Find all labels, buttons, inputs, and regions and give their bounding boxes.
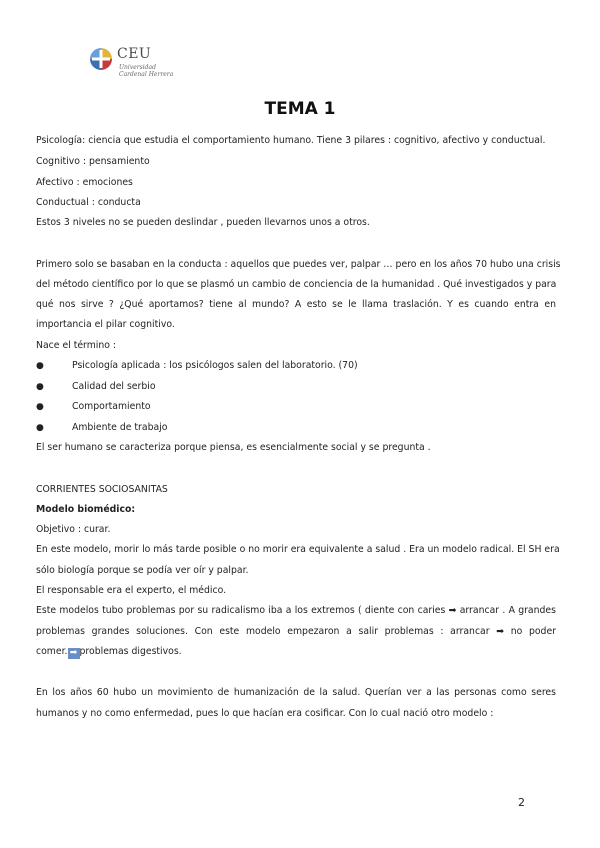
bullet-marker-3: ● [36,402,44,412]
text-line-19: problemas grandes soluciones. Con este modelo empezaron a salir problemas : arrancar ➡ no poder [36,626,556,637]
text-line-16: sólo biología porque se podía ver oír y palpar. [36,565,249,576]
text-line-2: Cognitivo : pensamiento [36,156,150,167]
text-line-18: Este modelos tubo problemas por su radicalismo iba a los extremos ( diente con caries ➡ arrancar . A grandes [36,605,556,616]
text-line-20 [36,646,556,659]
ceu-logo [89,45,209,85]
text-line-3: Afectivo : emociones [36,177,133,188]
text-line-9: importancia el pilar cognitivo. [36,319,175,330]
bullet-text-4: Ambiente de trabajo [72,422,168,433]
arrow-icon: ➡ [68,648,80,659]
bullet-marker-1: ● [36,361,44,371]
text-line-4: Conductual : conducta [36,197,141,208]
bullet-marker-2: ● [36,382,44,392]
text-line-17: El responsable era el experto, el médico. [36,585,227,596]
text-line-15: En este modelo, morir lo más tarde posible o no morir era equivalente a salud . Era un modelo radical. El SH era [36,544,560,555]
text-line-20-end: problemas digestivos. [79,646,182,657]
bullet-text-3: Comportamiento [72,401,151,412]
section-heading: CORRIENTES SOCIOSANITAS [36,484,168,495]
text-line-14: Objetivo : curar. [36,524,111,535]
page-number: 2 [518,796,525,809]
subsection-heading: Modelo biomédico: [36,504,136,515]
text-line-5: Estos 3 niveles no se pueden deslindar , pueden llevarnos unos a otros. [36,217,370,228]
text-line-1: Psicología: ciencia que estudia el comportamiento humano. Tiene 3 pilares : cognitivo, afectivo y conductual. [36,135,546,146]
text-line-8: qué nos sirve ? ¿Qué aportamos? tiene al mundo? A esto se le llama traslación. Y es cuando entra en [36,299,556,310]
text-line-7: del método científico por lo que se plasmó un cambio de conciencia de la humanidad . Qué investigados y para [36,279,557,290]
bullet-text-1: Psicología aplicada : los psicólogos salen del laboratorio. (70) [72,360,358,371]
page-title: TEMA 1 [264,99,336,119]
text-line-22: humanos y no como enfermedad, pues lo que hacían era cosificar. Con lo cual nació otro modelo : [36,708,494,719]
bullet-text-2: Calidad del serbio [72,381,156,392]
bullet-marker-4: ● [36,423,44,433]
text-line-20-start: comer. [36,646,68,657]
logo-subtitle [119,64,173,78]
logo-subtitle-line1: Universidad [119,64,156,71]
logo-subtitle-line2: Cardenal Herrera [119,71,174,78]
text-line-11: El ser humano se caracteriza porque piensa, es esencialmente social y se pregunta . [36,442,431,453]
text-line-10: Nace el término : [36,340,117,351]
text-line-21: En los años 60 hubo un movimiento de humanización de la salud. Querían ver a las personas como seres [36,687,556,698]
text-line-6: Primero solo se basaban en la conducta : aquellos que puedes ver, palpar … pero en los años 70 hubo una crisis [36,259,561,270]
ceu-emblem-icon [89,47,113,71]
logo-name: CEU [117,46,152,62]
